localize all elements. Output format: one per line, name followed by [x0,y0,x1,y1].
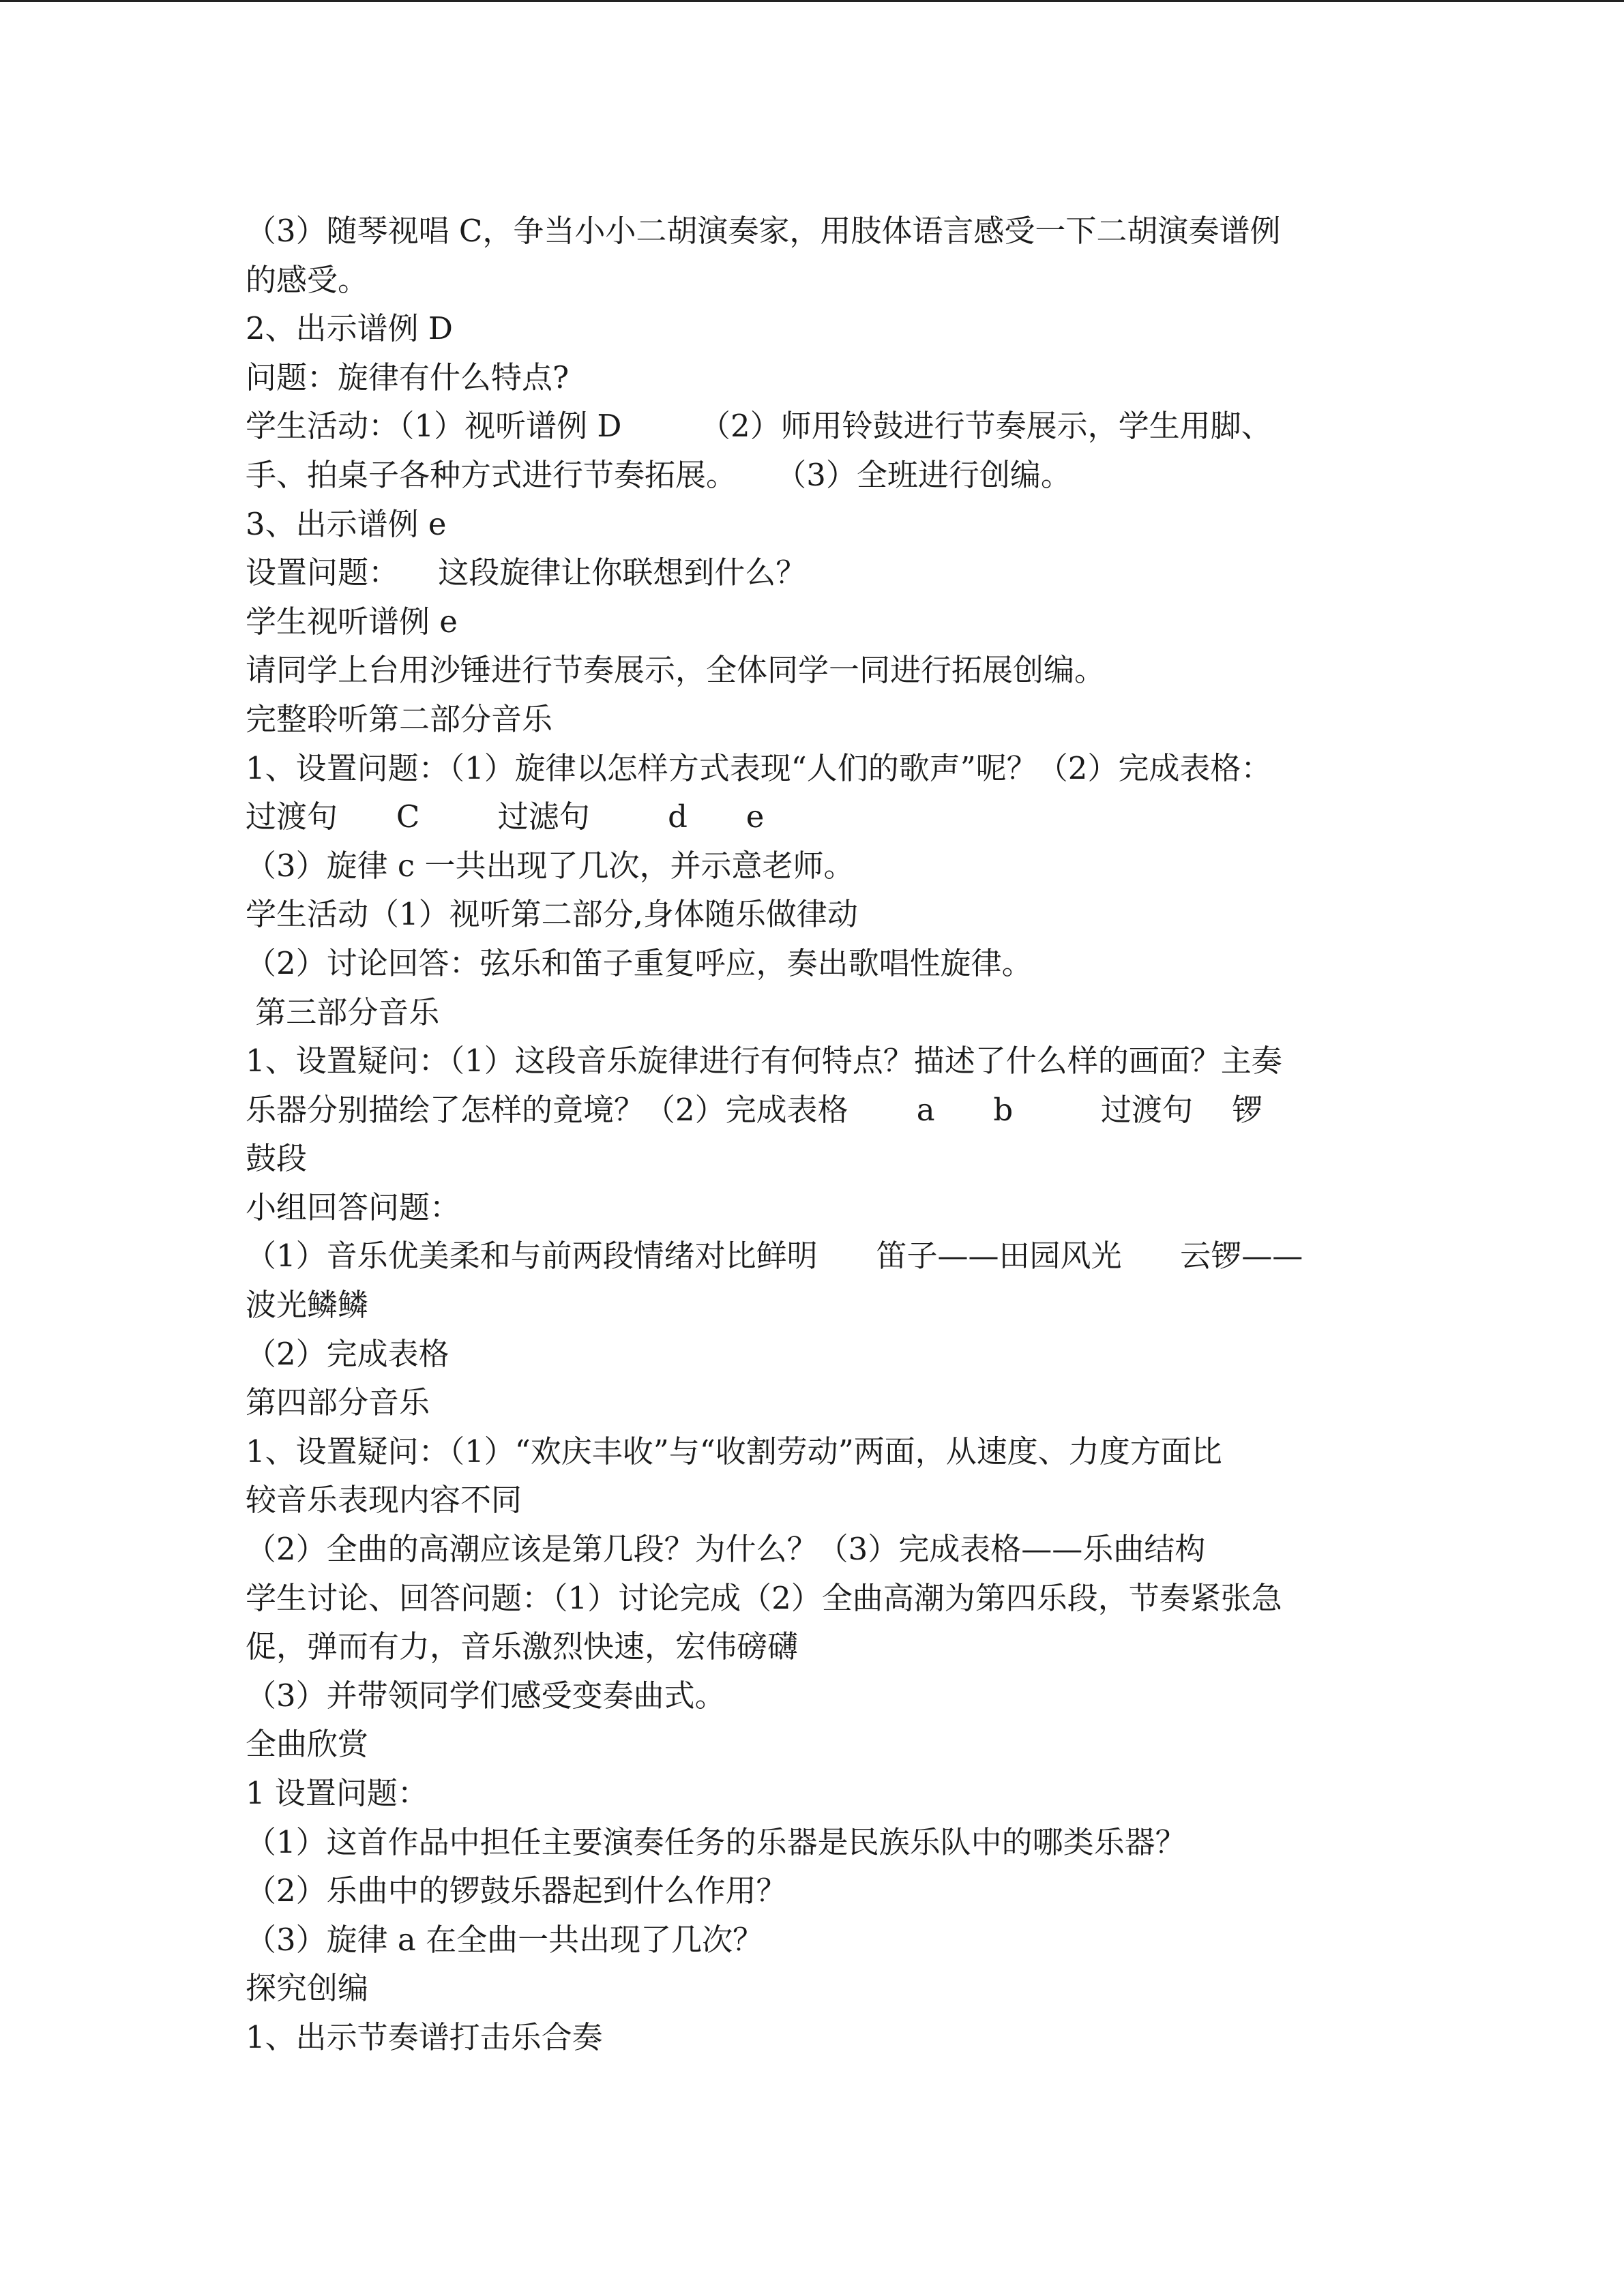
text-line: 全曲欣赏 [246,1726,369,1763]
text-line: 请同学上台用沙锤进行节奏展示，全体同学一同进行拓展创编。 [246,652,1106,689]
text-line: （1）这首作品中担任主要演奏任务的乐器是民族乐队中的哪类乐器？ [246,1823,1186,1860]
text-line: （3）旋律 a 在全曲一共出现了几次？ [246,1921,764,1958]
text-line: 2、出示谱例 D [246,310,454,347]
text-line: （2）讨论回答：弦乐和笛子重复呼应，奏出歌唱性旋律。 [246,944,1033,981]
text-line: （2）完成表格 [246,1335,449,1372]
text-line: 3、出示谱例 e [246,505,447,542]
text-line: 学生讨论、回答问题：（1）讨论完成（2）全曲高潮为第四乐段，节奏紧张急 [246,1579,1282,1616]
text-line: 鼓段 [246,1140,308,1177]
text-line: 的感受。 [246,261,369,298]
text-line: 学生活动：（1）视听谱例 D （2）师用铃鼓进行节奏展示，学生用脚、 [246,408,1272,445]
text-line: 促，弹而有力，音乐激烈快速，宏伟磅礴 [246,1628,799,1665]
text-line: （2）全曲的高潮应该是第几段？为什么？（3）完成表格——乐曲结构 [246,1531,1206,1568]
text-line: 1 设置问题： [246,1775,428,1811]
document-body [246,207,1378,2062]
text-line: 学生视听谱例 e [246,603,458,640]
text-line: 1、设置疑问：（1）这段音乐旋律进行有何特点？描述了什么样的画面？主奏 [246,1043,1282,1079]
text-line: 设置问题： 这段旋律让你联想到什么？ [246,554,807,591]
text-line: 1、出示节奏谱打击乐合奏 [246,2018,603,2055]
text-line: 1、设置问题：（1）旋律以怎样方式表现“人们的歌声”呢？（2）完成表格： [246,749,1272,786]
text-line: 第三部分音乐 [246,994,440,1030]
text-line: （1）音乐优美柔和与前两段情绪对比鲜明 笛子——田园风光 云锣—— [246,1238,1303,1274]
text-line: 完整聆听第二部分音乐 [246,700,553,737]
text-line: 手、拍桌子各种方式进行节奏拓展。 （3）全班进行创编。 [246,456,1072,493]
text-line: 学生活动（1）视听第二部分,身体随乐做律动 [246,896,858,933]
text-line: 过渡句 C 过滤句 d e [246,799,765,835]
text-line: 乐器分别描绘了怎样的竟境？（2）完成表格 a b 过渡句 锣 [246,1091,1263,1128]
text-line: 1、设置疑问：（1）“欢庆丰收”与“收割劳动”两面，从速度、力度方面比 [246,1433,1222,1470]
text-line: （2）乐曲中的锣鼓乐器起到什么作用？ [246,1873,787,1909]
text-line: 探究创编 [246,1970,369,2007]
text-line: 较音乐表现内容不同 [246,1482,522,1519]
text-line: （3）并带领同学们感受变奏曲式。 [246,1677,726,1714]
text-line: 问题：旋律有什么特点? [246,359,570,396]
text-line: （3）旋律 c 一共出现了几次，并示意老师。 [246,847,855,884]
text-line: 小组回答问题： [246,1189,461,1225]
text-line: 波光鳞鳞 [246,1287,369,1324]
text-line: 第四部分音乐 [246,1384,430,1421]
text-line: （3）随琴视唱 C，争当小小二胡演奏家，用肢体语言感受一下二胡演奏谱例 [246,213,1281,249]
